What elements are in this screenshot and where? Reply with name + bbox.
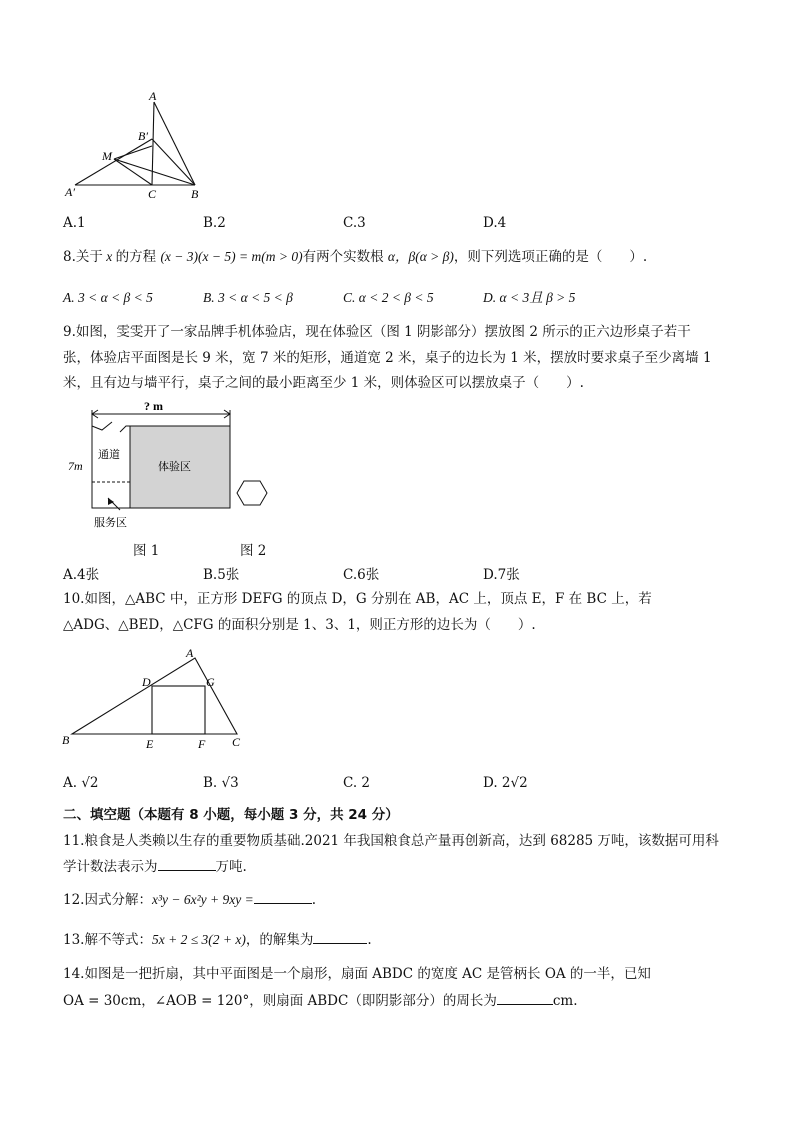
fig1-caption: 图 1 <box>133 543 160 559</box>
label-zone: 体验区 <box>158 461 191 473</box>
q10-option-b: B. √3 <box>203 775 239 791</box>
label-F: F <box>198 737 206 751</box>
q11-line-2: 学计数法表示为 万吨. <box>63 859 247 875</box>
label-height: 7m <box>68 459 83 473</box>
q14-answer-blank[interactable] <box>497 991 553 1005</box>
label-Aprime: A′ <box>65 185 75 199</box>
q9-line-2: 张，体验店平面图是长 9 米，宽 7 米的矩形，通道宽 2 米，桌子的边长为 1 米，摆放时要求桌子至少离墙 1 <box>63 350 712 366</box>
q10-option-a: A. √2 <box>63 775 99 791</box>
q14-line-2: OA = 30cm，∠AOB = 120°，则扇面 ABDC（即阴影部分）的周长为 cm. <box>63 993 578 1009</box>
q8-option-a: A. 3 < α < β < 5 <box>63 290 153 305</box>
q8-stem: 8.关于 x 的方程 (x − 3)(x − 5) = m(m > 0)有两个实数根 α，β(α > β)，则下列选项正确的是（ ）. <box>63 249 648 265</box>
q10-option-c: C. 2 <box>343 775 371 791</box>
label-corridor: 通道 <box>98 449 120 461</box>
label-C: C <box>232 735 241 749</box>
label-A: A <box>186 646 194 660</box>
q9-option-b: B.5张 <box>203 567 240 583</box>
q7-option-b: B.2 <box>203 215 226 231</box>
label-service: 服务区 <box>94 517 127 529</box>
q9-option-d: D.7张 <box>483 567 520 583</box>
label-E: E <box>146 737 154 751</box>
label-width: ? m <box>144 399 163 413</box>
label-A: A <box>149 89 157 103</box>
fig2-caption: 图 2 <box>240 543 267 559</box>
q9-option-a: A.4张 <box>63 567 100 583</box>
q10-line-2: △ADG、△BED，△CFG 的面积分别是 1、3、1，则正方形的边长为（ ）. <box>63 617 536 633</box>
label-G: G <box>206 675 215 689</box>
q9-figure <box>62 398 282 543</box>
label-D: D <box>142 675 151 689</box>
q7-option-d: D.4 <box>483 215 507 231</box>
q11-answer-blank[interactable] <box>158 857 216 871</box>
q9-line-3: 米，且有边与墙平行，桌子之间的最小距离至少 1 米，则体验区可以摆放桌子（ ）. <box>63 375 584 391</box>
label-B: B <box>191 187 199 201</box>
q14-line-1: 14.如图是一把折扇，其中平面图是一个扇形，扇面 ABDC 的宽度 AC 是管柄长 OA 的一半，已知 <box>63 966 651 982</box>
q12: 12.因式分解：x³y − 6x²y + 9xy = . <box>63 892 317 908</box>
label-M: M <box>102 149 112 163</box>
q13-answer-blank[interactable] <box>313 930 367 944</box>
q10-line-1: 10.如图，△ABC 中，正方形 DEFG 的顶点 D，G 分别在 AB，AC 上，顶点 E，F 在 BC 上，若 <box>63 591 652 607</box>
q8-option-d: D. α < 3且 β > 5 <box>483 290 576 305</box>
q10-figure <box>60 642 250 752</box>
q7-figure <box>60 88 210 203</box>
hexagon-table <box>237 481 267 505</box>
q13: 13.解不等式：5x + 2 ≤ 3(2 + x)，的解集为 . <box>63 932 372 948</box>
q9-option-c: C.6张 <box>343 567 380 583</box>
q12-answer-blank[interactable] <box>254 890 312 904</box>
label-B: B <box>62 733 70 747</box>
q10-option-d: D. 2√2 <box>483 775 528 791</box>
q8-option-b: B. 3 < α < 5 < β <box>203 290 293 305</box>
q8-option-c: C. α < 2 < β < 5 <box>343 290 434 305</box>
q7-option-c: C.3 <box>343 215 366 231</box>
q7-option-a: A.1 <box>63 215 86 231</box>
q11-line-1: 11.粮食是人类赖以生存的重要物质基础.2021 年我国粮食总产量再创新高，达到 68285 万吨，该数据可用科 <box>63 833 719 849</box>
q9-line-1: 9.如图，雯雯开了一家品牌手机体验店，现在体验区（图 1 阴影部分）摆放图 2 所示的正六边形桌子若干 <box>63 324 691 340</box>
section-heading: 二、填空题（本题有 8 小题，每小题 3 分，共 24 分） <box>63 807 399 823</box>
label-C: C <box>148 187 157 201</box>
label-Bprime: B′ <box>138 129 148 143</box>
